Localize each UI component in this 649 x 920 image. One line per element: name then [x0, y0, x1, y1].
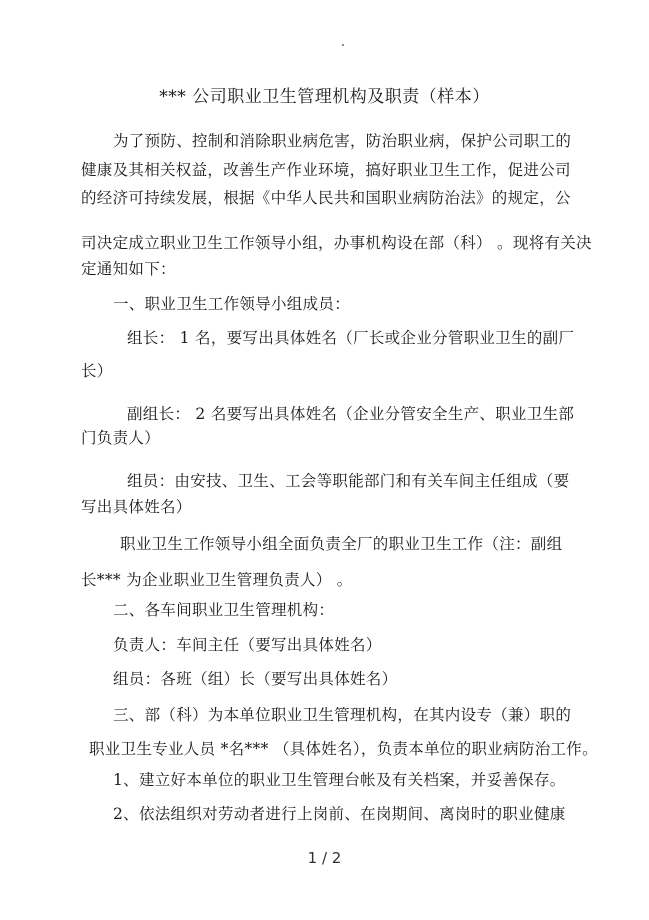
paragraph-line: 长） — [81, 362, 113, 380]
paragraph-line: 司决定成立职业卫生工作领导小组，办事机构设在部（科） 。现将有关决 — [81, 234, 592, 252]
paragraph-line: 长*** 为企业职业卫生管理负责人） 。 — [81, 571, 353, 589]
paragraph-line: 组长： 1 名，要写出具体姓名（厂长或企业分管职业卫生的副厂 — [127, 329, 575, 347]
page-number: 1 / 2 — [307, 849, 342, 867]
list-item: 2、依法组织对劳动者进行上岗前、在岗期间、离岗时的职业健康 — [113, 805, 566, 823]
paragraph-line: 职业卫生专业人员 *名*** （具体姓名），负责本单位的职业病防治工作。 — [89, 740, 598, 758]
paragraph-line: 为了预防、控制和消除职业病危害，防治职业病，保护公司职工的 — [113, 132, 572, 150]
page-mark — [342, 44, 344, 46]
paragraph-line: 的经济可持续发展，根据《中华人民共和国职业病防治法》的规定，公 — [81, 189, 571, 207]
paragraph-line: 门负责人） — [81, 429, 161, 447]
paragraph-line: 副组长： 2 名要写出具体姓名（企业分管安全生产、职业卫生部 — [127, 405, 575, 423]
paragraph-line: 写出具体姓名） — [81, 498, 192, 516]
paragraph-line: 职业卫生工作领导小组全面负责全厂的职业卫生工作（注：副组 — [120, 535, 563, 553]
paragraph-line: 健康及其相关权益，改善生产作业环境，搞好职业卫生工作，促进公司 — [81, 161, 571, 179]
document-title: *** 公司职业卫生管理机构及职责（样本） — [159, 87, 490, 107]
paragraph-line: 定通知如下： — [81, 260, 176, 278]
list-item: 1、建立好本单位的职业卫生管理台帐及有关档案，并妥善保存。 — [113, 771, 566, 789]
section-heading: 一、职业卫生工作领导小组成员： — [113, 295, 351, 313]
section-heading: 二、各车间职业卫生管理机构： — [113, 601, 335, 619]
paragraph-line: 负责人：车间主任（要写出具体姓名） — [113, 636, 382, 654]
section-heading: 三、部（科）为本单位职业卫生管理机构，在其内设专（兼）职的 — [113, 706, 572, 724]
paragraph-line: 组员：各班（组）长（要写出具体姓名） — [113, 670, 398, 688]
paragraph-line: 组员：由安技、卫生、工会等职能部门和有关车间主任组成（要 — [127, 472, 570, 490]
